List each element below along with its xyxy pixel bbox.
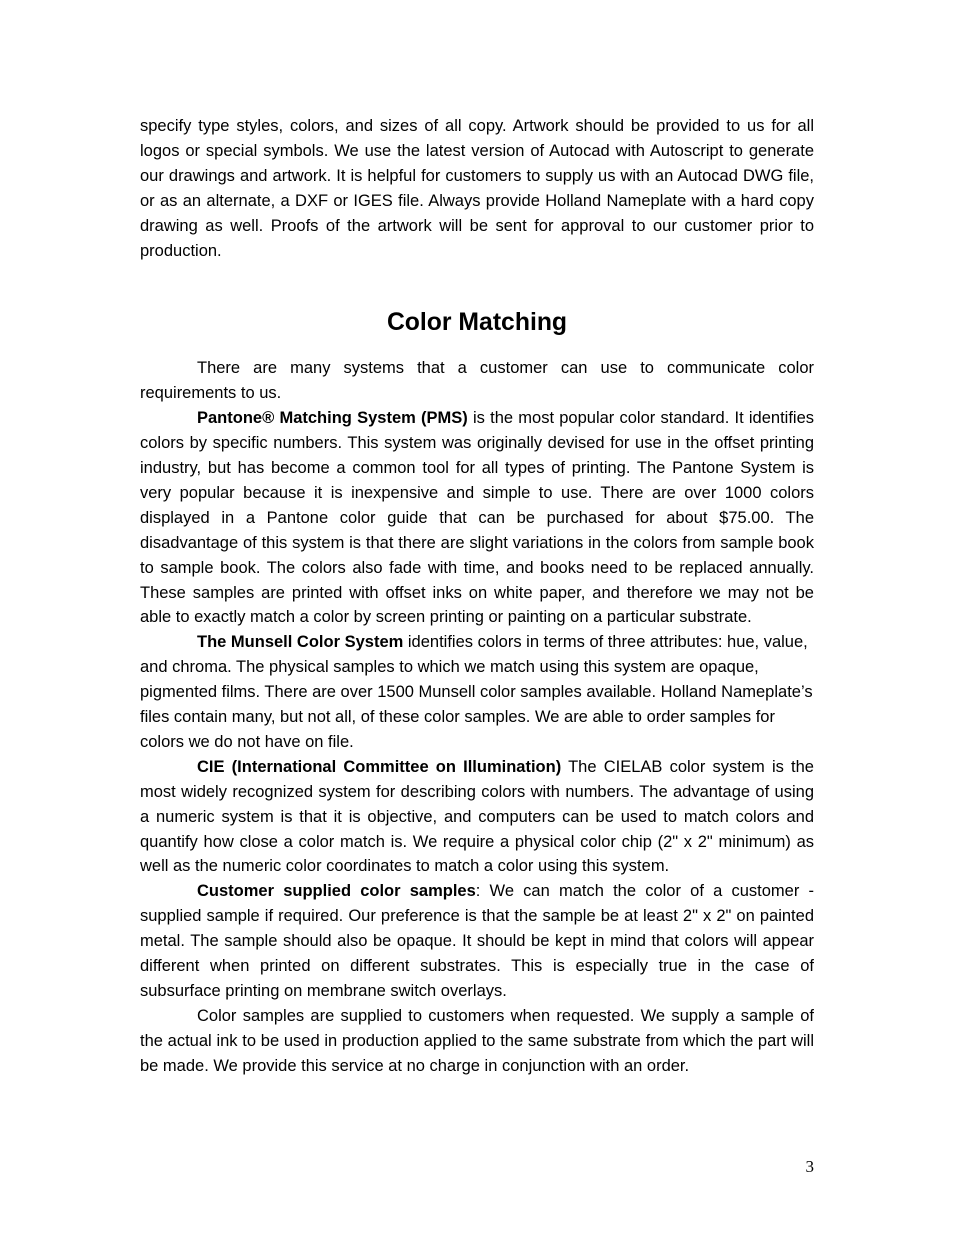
pantone-term: Pantone® Matching System (PMS) xyxy=(197,409,468,428)
section-heading: Color Matching xyxy=(386,309,568,337)
page-body xyxy=(140,114,814,1079)
opening-paragraph: There are many systems that a customer can use to communicate color requirements to us. xyxy=(140,359,814,403)
customer-samples-term: Customer supplied color samples xyxy=(197,882,476,901)
cie-paragraph xyxy=(140,755,814,880)
munsell-text: identifies colors in terms of three attributes: hue, value, and chroma. The physical samples to which we match using this system are opaque, pigmented films. There are over 1500 Munsell color samples available. Holland Nameplate’s files contain many, but not all, of these color samples. We are able to order samples for colors we do not have on file. xyxy=(140,633,813,751)
cie-text: The CIELAB color system is the most widely recognized system for describing colors with numbers. The advantage of using a numeric system is that it is objective, and computers can be used to match colors and quantify how close a color match is. We require a physical color chip (2" x 2" minimum) as well as the numeric color coordinates to match a color using this system. xyxy=(140,757,814,876)
intro-paragraph: specify type styles, colors, and sizes of all copy. Artwork should be provided to us for all logos or special symbols. We use the latest version of Autocad with Autoscript to generate our drawings and artwork. It is helpful for customers to supply us with an Autocad DWG file, or as an alternate, a DXF or IGES file. Always provide Holland Nameplate with a hard copy drawing as well. Proofs of the artwork will be sent for approval to our customer prior to production. xyxy=(140,117,814,260)
customer-samples-paragraph xyxy=(140,879,814,1004)
pantone-text: is the most popular color standard. It identifies colors by specific numbers. This system was originally devised for use in the offset printing industry, but has become a common tool for all types of printing. The Pantone System is very popular because it is inexpensive and simple to use. There are over 1000 colors displayed in a Pantone color guide that can be purchased for about $75.00. The disadvantage of this system is that there are slight variations in the colors from sample book to sample book. The colors also fade with time, and books need to be replaced annually. These samples are printed with offset inks on white paper, and therefore we may not be able to exactly match a color by screen printing or painting on a particular substrate. xyxy=(140,409,814,627)
munsell-term: The Munsell Color System xyxy=(197,633,404,652)
page-number: 3 xyxy=(805,1157,814,1176)
cie-term: CIE (International Committee on Illumination) xyxy=(197,757,562,776)
pantone-paragraph xyxy=(140,406,814,630)
munsell-paragraph xyxy=(140,630,814,755)
closing-paragraph: Color samples are supplied to customers when requested. We supply a sample of the actual ink to be used in production applied to the same substrate from which the part will be made. We provide this service at no charge in conjunction with an order. xyxy=(140,1006,814,1075)
customer-samples-text: : We can match the color of a customer - supplied sample if required. Our preference is that the sample be at least 2" x 2" on painted metal. The sample should also be opaque. It should be kept in mind that colors will appear different when printed on different substrates. This is especially true in the case of subsurface printing on membrane switch overlays. xyxy=(140,882,814,1000)
